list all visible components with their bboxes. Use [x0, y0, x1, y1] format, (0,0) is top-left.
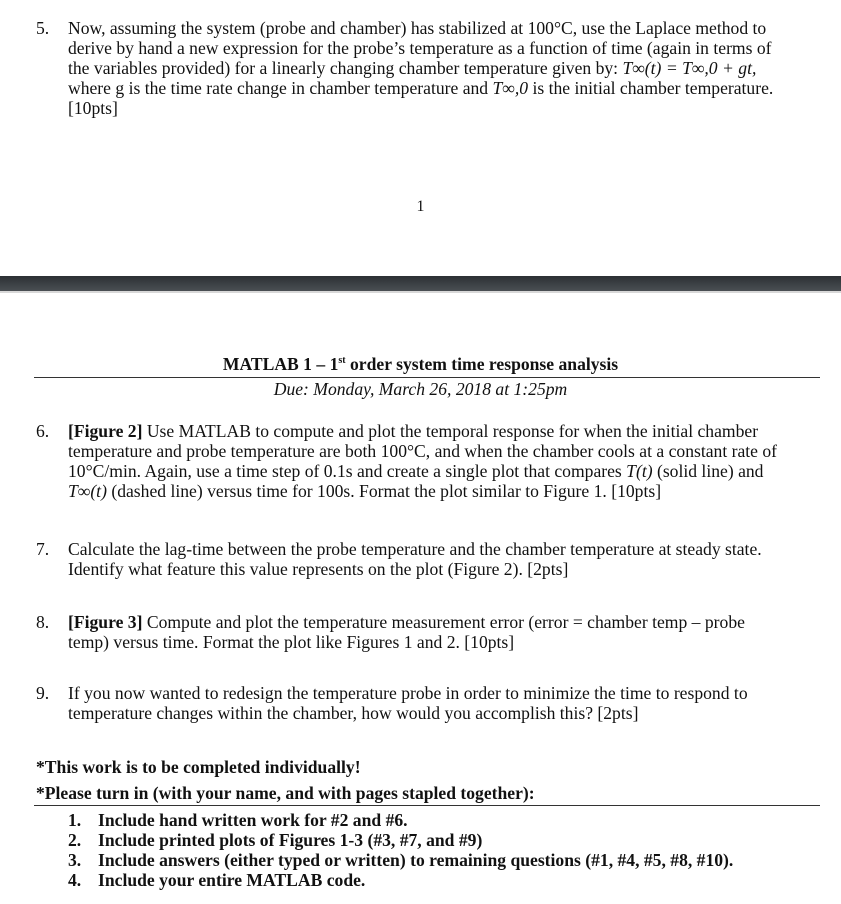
page-separator: [0, 276, 841, 293]
q7-line-2: Identify what feature this value represents on the plot (Figure 2). [2pts]: [68, 559, 569, 579]
q8-line-1: [68, 612, 826, 632]
q9-line-2: temperature changes within the chamber, how would you accomplish this? [2pts]: [68, 703, 639, 723]
notes-rule: [34, 805, 820, 806]
list-number: 2.: [68, 830, 82, 850]
title-text: MATLAB 1 – 1: [222, 354, 339, 374]
q6-line-3-end: (solid line) and: [652, 461, 764, 481]
question-number: 6.: [36, 421, 50, 441]
q6-line-1-text: Use MATLAB to compute and plot the temporal response for when the initial chamber: [142, 421, 759, 441]
initial-chamber-temp-var: T∞,0: [492, 78, 529, 98]
q5-line-4-text: where g is the time rate change in chamber temperature and: [68, 78, 489, 98]
list-number: 1.: [68, 810, 82, 830]
question-number: 9.: [36, 683, 50, 703]
q6-line-4: [68, 481, 826, 501]
title-text-end: order system time response analysis: [345, 354, 619, 374]
assignment-title: [0, 354, 841, 374]
list-number: 3.: [68, 850, 82, 870]
question-number: 8.: [36, 612, 50, 632]
q6-line-3: [68, 461, 826, 481]
q5-line-3: [68, 58, 826, 78]
q5-line-4: [68, 78, 826, 98]
q5-points: [10pts]: [68, 98, 118, 118]
question-number: 5.: [36, 18, 50, 38]
individual-note: *This work is to be completed individually!: [36, 757, 361, 777]
question-8: [36, 612, 826, 652]
chamber-temp-equation: T∞(t) = T∞,0 + gt,: [622, 58, 757, 78]
question-number: 7.: [36, 539, 50, 559]
q9-line-1: If you now wanted to redesign the temperature probe in order to minimize the time to respond to: [68, 683, 748, 703]
q8-line-1-text: Compute and plot the temperature measurement error (error = chamber temp – probe: [142, 612, 745, 632]
turn-in-note: *Please turn in (with your name, and with pages stapled together):: [36, 783, 535, 803]
q5-line-4-end: is the initial chamber temperature.: [532, 78, 774, 98]
q5-line-1: Now, assuming the system (probe and chamber) has stabilized at 100°C, use the Laplace method to: [68, 18, 767, 38]
page-number: 1: [416, 198, 425, 215]
question-5: [36, 18, 826, 118]
question-6: [36, 421, 826, 501]
due-date: Due: Monday, March 26, 2018 at 1:25pm: [273, 379, 568, 399]
q6-line-4-text: (dashed line) versus time for 100s. Format the plot similar to Figure 1. [10pts]: [106, 481, 662, 501]
q6-line-1: [68, 421, 826, 441]
question-9: [36, 683, 826, 723]
title-rule: [34, 377, 820, 378]
list-text: Include answers (either typed or written) to remaining questions (#1, #4, #5, #8, #10).: [98, 850, 734, 870]
probe-temp-var: T(t): [626, 461, 653, 481]
figure-tag: [Figure 2]: [68, 421, 143, 441]
list-text: Include your entire MATLAB code.: [98, 870, 366, 890]
question-7: [36, 539, 826, 579]
q7-line-1: Calculate the lag-time between the probe temperature and the chamber temperature at steady state.: [68, 539, 762, 559]
q6-line-2: temperature and probe temperature are both 100°C, and when the chamber cools at a constant rate of: [68, 441, 778, 461]
q6-line-3-text: 10°C/min. Again, use a time step of 0.1s and create a single plot that compares: [68, 461, 627, 481]
list-number: 4.: [68, 870, 82, 890]
figure-tag: [Figure 3]: [68, 612, 143, 632]
title-superscript: st: [338, 355, 346, 367]
q5-line-2: derive by hand a new expression for the probe’s temperature as a function of time (again in terms of: [68, 38, 772, 58]
list-text: Include printed plots of Figures 1-3 (#3, #7, and #9): [98, 830, 483, 850]
q8-line-2: temp) versus time. Format the plot like Figures 1 and 2. [10pts]: [68, 632, 515, 652]
chamber-temp-var: T∞(t): [68, 481, 107, 501]
list-text: Include hand written work for #2 and #6.: [98, 810, 408, 830]
q5-line-3-text: the variables provided) for a linearly changing chamber temperature given by:: [68, 58, 619, 78]
